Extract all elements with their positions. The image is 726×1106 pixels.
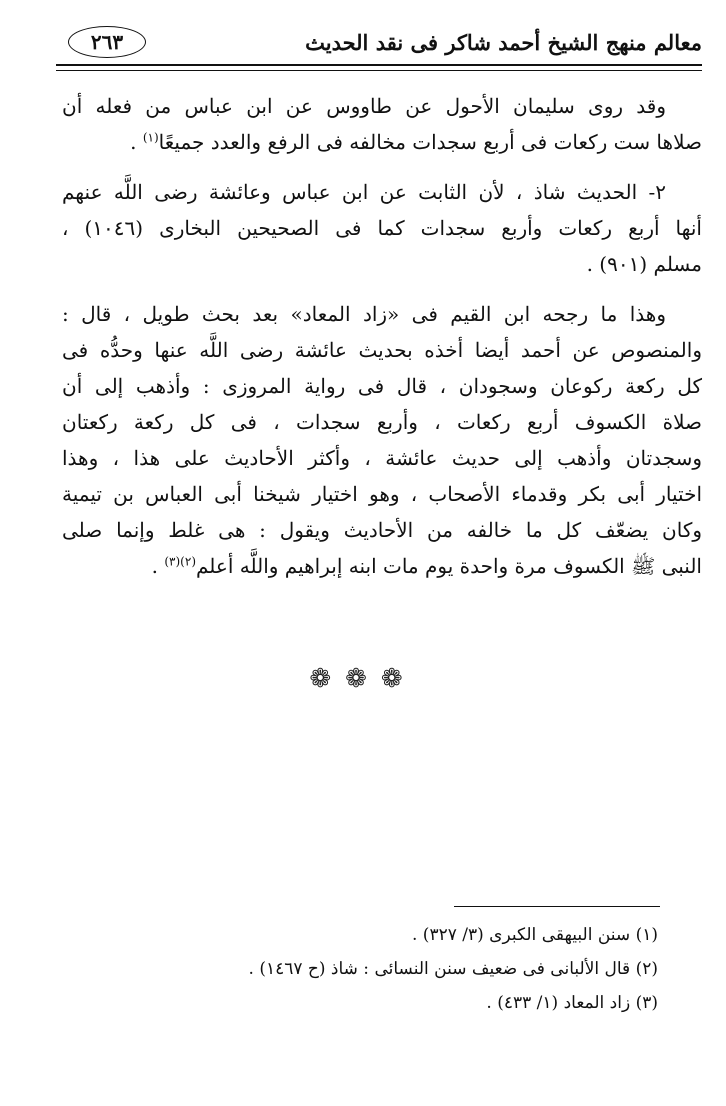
text-tail: . (130, 130, 143, 154)
text-line: صلاة الكسوف أربع ركعات ، وأربع سجدات ، فى كل ركعة ركعتان (62, 410, 702, 434)
body-text (62, 88, 702, 598)
text-line: اختيار أبى بكر وقدماء الأصحاب ، وهو اختيار شيخنا أبى العباس بن تيمية (62, 482, 702, 506)
paragraph-3 (62, 296, 702, 584)
footnotes (58, 918, 658, 1020)
section-divider-ornament-icon: ❁❁❁ (309, 664, 417, 694)
page-header (56, 22, 702, 72)
page-number: ٢٦٣ (68, 26, 146, 58)
footnote-ref: (١) (142, 130, 159, 145)
footnote-separator (454, 906, 660, 907)
footnote-2: (٢) قال الألبانى فى ضعيف سنن النسائى : شاذ (ح ١٤٦٧) . (248, 959, 658, 979)
header-rule-thin (56, 70, 702, 71)
header-rule-thick (56, 64, 702, 66)
text-line: والمنصوص عن أحمد أيضا أخذه بحديث عائشة رضى اللَّه عنها وحدُّه فى (62, 338, 702, 362)
text-line: وسجدتان وأذهب إلى حديث عائشة ، وأكثر الأحاديث على هذا ، وهذا (62, 446, 702, 470)
text-line: كل ركعة ركوعان وسجودان ، قال فى رواية المروزى : وأذهب إلى أن (62, 374, 702, 398)
footnote-ref: (٢)(٣) (164, 554, 196, 569)
text-line: وكان يضعّف كل ما خالفه من الأحاديث ويقول : هى غلط وإنما صلى (62, 518, 702, 542)
text-tail: . (151, 554, 165, 578)
running-title: معالم منهج الشيخ أحمد شاكر فى نقد الحديث (305, 30, 702, 55)
text-line: وهذا ما رجحه ابن القيم فى «زاد المعاد» بعد بحث طويل ، قال : (62, 302, 666, 326)
text-line: مسلم (٩٠١) . (586, 252, 702, 276)
footnote-3: (٣) زاد المعاد (١/ ٤٣٣) . (486, 993, 658, 1013)
text-line: وقد روى سليمان الأحول عن طاووس عن ابن عباس من فعله أن (62, 94, 666, 118)
text-line: ٢- الحديث شاذ ، لأن الثابت عن ابن عباس وعائشة رضى اللَّه عنهم (62, 180, 666, 204)
paragraph-1 (62, 88, 702, 160)
text-line: النبى ﷺ الكسوف مرة واحدة يوم مات ابنه إبراهيم واللَّه أعلم (196, 554, 702, 578)
footnote-1: (١) سنن البيهقى الكبرى (٣/ ٣٢٧) . (412, 925, 658, 945)
text-line: أنها أربع ركعات وأربع سجدات كما فى الصحيحين البخارى (١٠٤٦) ، (62, 216, 702, 240)
paragraph-2 (62, 174, 702, 282)
text-line: صلاها ست ركعات فى أربع سجدات مخالفه فى الرفع والعدد جميعًا (158, 130, 702, 154)
